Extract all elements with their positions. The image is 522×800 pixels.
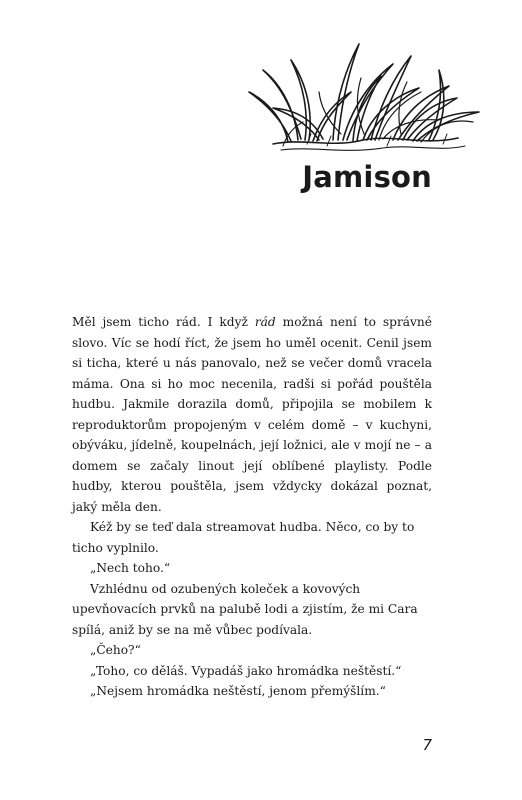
dialogue-line: „Nech toho.“ [90,561,171,575]
dialogue-line: „Nejsem hromádka neštěstí, jenom přemýšlím.“ [90,684,386,698]
chapter-title: Jamison [302,160,432,194]
grass-illustration [243,22,488,162]
body-text [72,312,432,702]
paragraph [72,312,432,517]
paragraph-text: Měl jsem ticho rád. I když [72,315,255,329]
paragraph-text: možná není to správné slovo. Víc se hodí říct, že jsem ho uměl ocenit. Cenil jsem si ticha, které u nás panovalo, než se večer domů vracela máma. Ona si ho moc necenila, radši si pořád pouštěla hudbu. Jakmile dorazila domů, připojila se mobilem k reproduktorům propojeným v celém domě – v kuchyni, obýváku, jídelně, koupelnách, její ložnici, ale v mojí ne – a domem se začaly linout její oblíbené playlisty. Podle hudby, kterou pouštěla, jsem vždycky dokázal poznat, jaký měla den. [72,315,432,514]
emphasis-text: rád [254,315,276,329]
dialogue-line: „Čeho?“ [90,643,141,657]
page-number: 7 [422,736,432,754]
paragraph: Vzhlédnu od ozubených koleček a kovových upevňovacích prvků na palubě lodi a zjistím, že mi Cara spílá, aniž by se na mě vůbec podívala. [72,581,418,637]
dialogue-line: „Toho, co děláš. Vypadáš jako hromádka neštěstí.“ [90,663,402,678]
paragraph: Kéž by se teď dala streamovat hudba. Něco, co by to ticho vyplnilo. [72,520,415,555]
